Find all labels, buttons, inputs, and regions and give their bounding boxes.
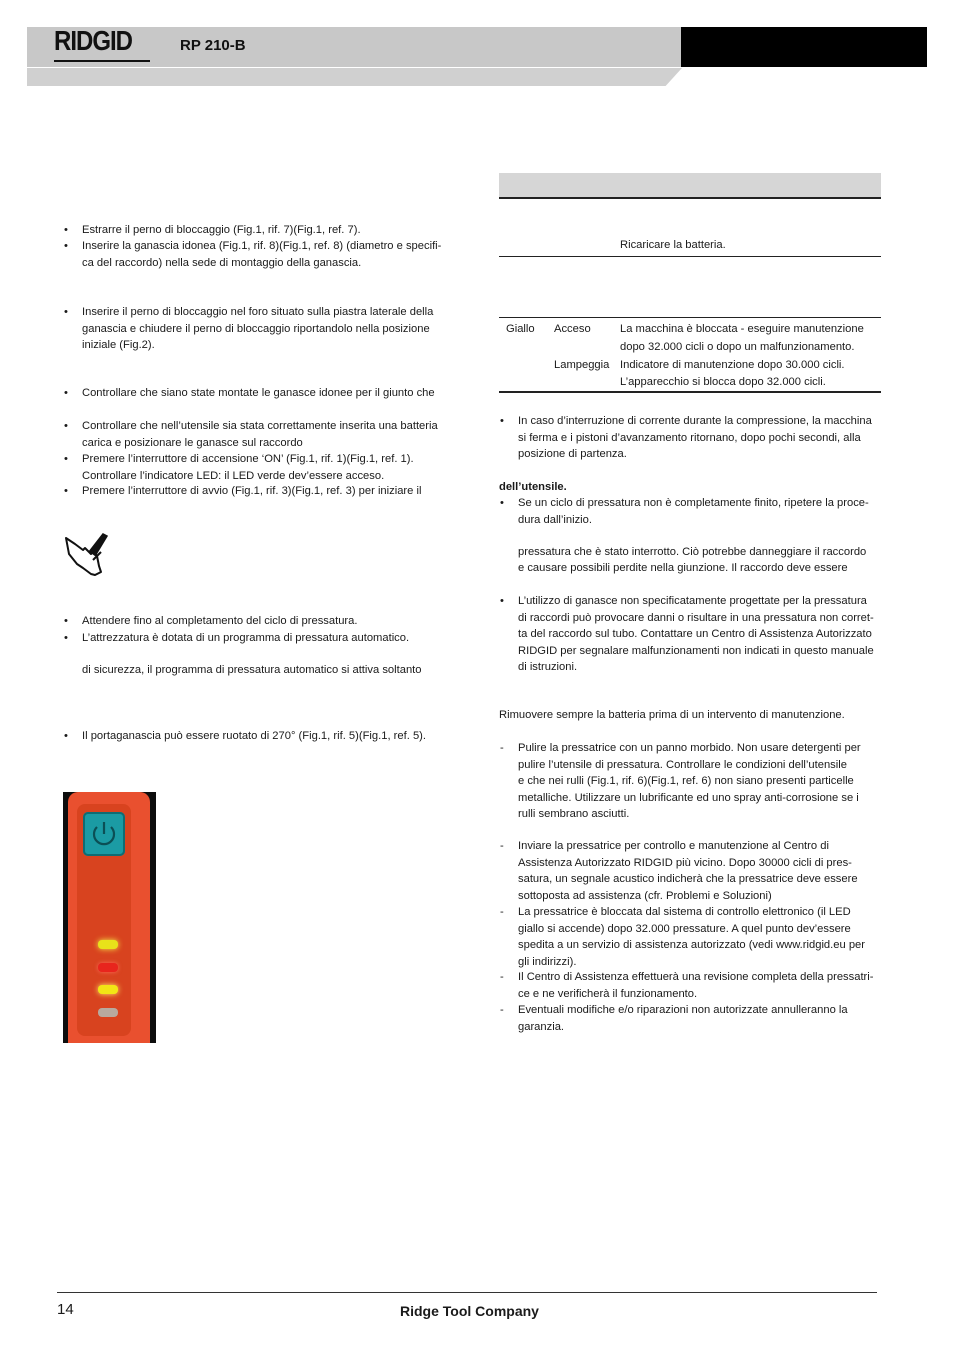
led-off [98,1008,118,1017]
list-item-text: satura, un segnale acustico indicherà che la pressatrice deve essere [518,873,858,885]
list-item-text: iniziale (Fig.2). [82,339,155,351]
table-cell: L’apparecchio si blocca dopo 32.000 cicli. [620,376,826,388]
led-indicator-photo [63,792,156,1043]
header-underbar [27,68,682,86]
table-rule [499,317,881,318]
logo-underline [54,60,150,62]
list-item-text: Il portaganascia può essere ruotato di 270° (Fig.1, rif. 5)(Fig.1, ref. 5). [82,730,426,742]
led-green [98,940,118,949]
bullet-marker: • [64,632,68,644]
list-item-text: ganascia e chiudere il perno di bloccaggio riportandolo nella posizione [82,322,430,335]
list-item-text: metalliche. Utilizzare un lubrificante ed uno spray anti-corrosione se i [518,791,859,804]
list-item-text: Premere l’interruttore di avvio (Fig.1, rif. 3)(Fig.1, ref. 3) per iniziare il [82,485,422,497]
led-red [98,963,118,972]
list-item-text: Se un ciclo di pressatura non è completamente finito, ripetere la proce- [518,497,869,509]
list-item-text: Pulire la pressatrice con un panno morbido. Non usare detergenti per [518,742,861,754]
list-item-text: Eventuali modifiche e/o riparazioni non autorizzate annulleranno la [518,1004,848,1016]
table-rule [499,256,881,257]
bullet-marker: • [64,453,68,465]
list-item-text: Attendere fino al completamento del ciclo di pressatura. [82,615,358,627]
list-item-text: L’utilizzo di ganasce non specificatamente progettate per la pressatura [518,595,867,607]
led-yellow [98,985,118,994]
list-item-text: In caso d’interruzione di corrente durante la compressione, la macchina [518,415,872,427]
table-cell: dopo 32.000 cicli o dopo un malfunzionamento. [620,341,855,353]
table-cell-state: Acceso [554,323,591,335]
list-item-text: RIDGID per segnalare malfunzionamenti non indicati in questo manuale [518,644,874,657]
bullet-marker: • [64,730,68,742]
table-cell-state: Lampeggia [554,359,610,371]
power-icon [83,812,125,856]
table-cell: La macchina è bloccata - eseguire manutenzione [620,323,864,335]
dash-marker: - [500,1004,504,1016]
model-title: RP 210-B [180,37,246,54]
list-item-text: carica e posizionare le ganasce sul raccordo [82,436,303,449]
list-item-text: ca del raccordo) nella sede di montaggio della ganascia. [82,256,362,269]
table-header [499,173,881,197]
list-item-text: Inviare la pressatrice per controllo e manutenzione al Centro di [518,840,829,852]
list-item-text: Controllare che siano state montate le ganasce idonee per il giunto che [82,387,435,399]
power-button [83,812,125,856]
list-item-text: Controllare che nell’utensile sia stata correttamente inserita una batteria [82,420,438,432]
footer-rule [57,1292,877,1293]
dash-marker: - [500,840,504,852]
list-item-text: Assistenza Autorizzato RIDGID più vicino. Dopo 30000 cicli di pres- [518,856,852,869]
list-item-text: L’attrezzatura è dotata di un programma di pressatura automatico. [82,632,410,644]
bullet-marker: • [64,306,68,318]
list-item-text: spedita a un servizio di assistenza autorizzato (vedi www.ridgid.eu per [518,939,865,951]
bullet-marker: • [64,615,68,627]
list-item-text: rulli sembrano asciutti. [518,808,630,820]
ridgid-logo: RIDGID [54,25,132,57]
bullet-marker: • [500,595,504,607]
list-item-text: garanzia. [518,1020,565,1033]
bullet-marker: • [64,224,68,236]
header-black-block [681,27,927,67]
table-cell: Ricaricare la batteria. [620,239,726,251]
list-item-text: Premere l’interruttore di accensione ‘ON’ (Fig.1, rif. 1)(Fig.1, ref. 1). [82,453,414,465]
maintenance-intro: Rimuovere sempre la batteria prima di un intervento di manutenzione. [499,709,845,721]
list-item-text: Controllare l’indicatore LED: il LED verde dev’essere acceso. [82,469,385,482]
list-item-text: dura dall’inizio. [518,513,593,526]
dash-marker: - [500,971,504,983]
list-item-text: Inserire il perno di bloccaggio nel foro situato sulla piastra laterale della [82,306,434,318]
list-item-text: giallo si accende) dopo 32.000 pressature. A quel punto dev’essere [518,922,851,935]
list-item-text: si ferma e i pistoni d’avanzamento ritornano, dopo pochi secondi, alla [518,431,861,444]
table-cell-color: Giallo [506,323,535,335]
list-item-continuation: e causare possibili perdite nella giunzione. Il raccordo deve essere [518,562,848,574]
list-item-text: Estrarre il perno di bloccaggio (Fig.1, rif. 7)(Fig.1, ref. 7). [82,224,361,236]
bullet-marker: • [500,497,504,509]
bullet-marker: • [500,415,504,427]
bullet-marker: • [64,240,68,252]
dash-marker: - [500,906,504,918]
list-item-text: di raccordi può provocare danni o risultare in una pressatura non corret- [518,611,874,624]
list-item-text: gli indirizzi). [518,955,577,968]
list-item-continuation: di sicurezza, il programma di pressatura automatico si attiva soltanto [82,664,422,676]
footer-company: Ridge Tool Company [400,1303,539,1319]
list-item-text: ce e ne verificherà il funzionamento. [518,987,698,1000]
bullet-marker: • [64,485,68,497]
list-item-text: ta del raccordo sul tubo. Contattare un Centro di Assistenza Autorizzato [518,628,872,640]
list-item-text: sottoposta ad assistenza (cfr. Problemi e Soluzioni) [518,889,772,902]
bullet-marker: • [64,387,68,399]
list-item-text: pulire l’utensile di pressatura. Controllare le condizioni dell’utensile [518,758,847,771]
list-item-continuation: pressatura che è stato interrotto. Ciò potrebbe danneggiare il raccordo [518,546,867,558]
table-rule [499,197,881,199]
list-item-text: di istruzioni. [518,661,578,673]
page-number: 14 [57,1301,74,1318]
bullet-marker: • [64,420,68,432]
hand-warning-icon [63,530,111,578]
list-item-text: La pressatrice è bloccata dal sistema di controllo elettronico (il LED [518,906,851,918]
dash-marker: - [500,742,504,754]
table-rule [499,391,881,393]
list-item-text: Il Centro di Assistenza effettuerà una revisione completa della pressatri- [518,971,874,983]
section-subheading: dell’utensile. [499,481,567,493]
list-item-text: e che nei rulli (Fig.1, rif. 6)(Fig.1, ref. 6) non siano presenti particelle [518,775,854,787]
list-item-text: posizione di partenza. [518,448,627,460]
table-cell: Indicatore di manutenzione dopo 30.000 cicli. [620,359,845,371]
list-item-text: Inserire la ganascia idonea (Fig.1, rif. 8)(Fig.1, ref. 8) (diametro e specifi- [82,240,442,252]
